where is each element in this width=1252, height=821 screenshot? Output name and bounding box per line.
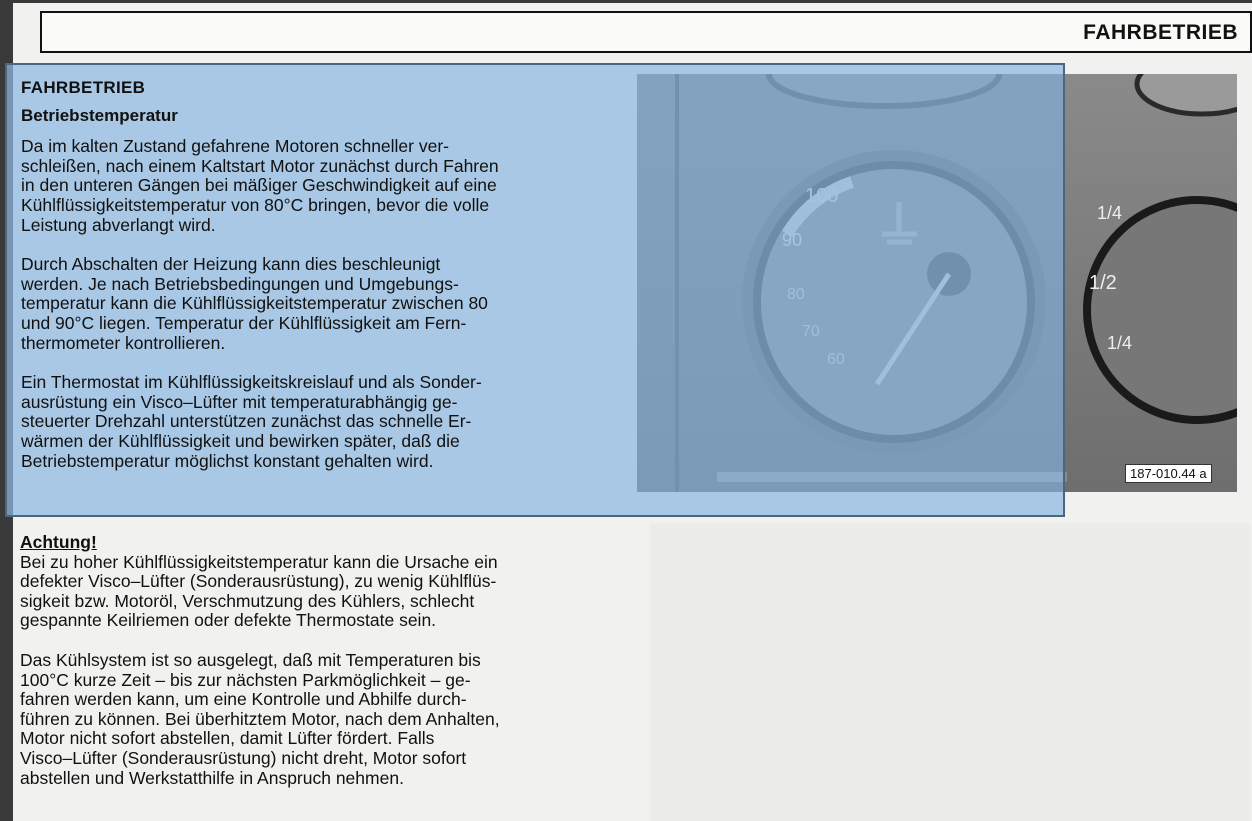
text-line: Das Kühlsystem ist so ausgelegt, daß mit Temperaturen bis xyxy=(20,649,481,670)
figure-label: 187-010.44 a xyxy=(1125,464,1212,483)
text-line: Ein Thermostat im Kühlflüssigkeitskreislauf und als Sonder- xyxy=(21,372,482,393)
top-gauge-right xyxy=(1137,74,1237,114)
text-line: defekter Visco–Lüfter (Sonderausrüstung), zu wenig Kühlflüs- xyxy=(20,571,497,592)
text-line: temperatur kann die Kühlflüssigkeitstemperatur zwischen 80 xyxy=(21,293,488,314)
text-line: Kühlflüssigkeitstemperatur von 80°C bringen, bevor die volle xyxy=(21,194,490,215)
text-line: Da im kalten Zustand gefahrene Motoren schneller ver- xyxy=(21,136,449,157)
text-line: abstellen und Werkstatthilfe in Anspruch nehmen. xyxy=(20,767,404,788)
paragraph-2 xyxy=(21,255,621,353)
warning-paragraph xyxy=(20,553,630,631)
text-line: fahren werden kann, um eine Kontrolle und Abhilfe durch- xyxy=(20,689,467,710)
fuel-gauge xyxy=(1087,200,1237,420)
text-line: werden. Je nach Betriebsbedingungen und Umgebungs- xyxy=(21,273,459,294)
fuel-tick-low: 1/4 xyxy=(1107,333,1133,353)
section-title: FAHRBETRIEB xyxy=(21,78,146,97)
text-line: steuerter Drehzahl unterstützen zunächst das schnelle Er- xyxy=(21,411,472,432)
main-text xyxy=(21,78,621,491)
text-line: 100°C kurze Zeit – bis zur nächsten Parkmöglichkeit – ge- xyxy=(20,669,471,690)
page-header xyxy=(40,11,1252,53)
fuel-tick-half: 1/2 xyxy=(1089,272,1117,294)
section-subtitle: Betriebstemperatur xyxy=(21,105,178,125)
warning-text xyxy=(20,533,630,808)
header-title: FAHRBETRIEB xyxy=(1083,21,1238,44)
text-line: sigkeit bzw. Motoröl, Verschmutzung des Kühlers, schlecht xyxy=(20,590,475,611)
text-line: Visco–Lüfter (Sonderausrüstung) nicht dreht, Motor sofort xyxy=(20,747,467,768)
text-line: Motor nicht sofort abstellen, damit Lüfter fördert. Falls xyxy=(20,728,435,749)
text-line: wärmen der Kühlflüssigkeit und bewirken später, daß die xyxy=(21,430,460,451)
text-line: führen zu können. Bei überhitztem Motor, nach dem Anhalten, xyxy=(20,708,500,729)
text-line: thermometer kontrollieren. xyxy=(21,332,226,353)
closing-paragraph xyxy=(20,651,630,788)
text-line: Leistung abverlangt wird. xyxy=(21,214,216,235)
text-line: Betriebstemperatur möglichst konstant gehalten wird. xyxy=(21,450,434,471)
paragraph-1 xyxy=(21,137,621,235)
text-line: Durch Abschalten der Heizung kann dies beschleunigt xyxy=(21,254,441,275)
warning-title: Achtung! xyxy=(20,532,97,552)
text-line: und 90°C liegen. Temperatur der Kühlflüssigkeit am Fern- xyxy=(21,312,467,333)
text-line: in den unteren Gängen bei mäßiger Geschwindigkeit auf eine xyxy=(21,175,497,196)
text-line: gespannte Keilriemen oder defekte Thermostate sein. xyxy=(20,610,437,631)
text-line: schleißen, nach einem Kaltstart Motor zunächst durch Fahren xyxy=(21,155,499,176)
fuel-tick-quarter: 1/4 xyxy=(1097,203,1123,223)
blank-area xyxy=(650,523,1250,821)
text-line: ausrüstung ein Visco–Lüfter mit temperaturabhängig ge- xyxy=(21,391,458,412)
text-line: Bei zu hoher Kühlflüssigkeitstemperatur kann die Ursache ein xyxy=(20,551,498,572)
paragraph-3 xyxy=(21,373,621,471)
